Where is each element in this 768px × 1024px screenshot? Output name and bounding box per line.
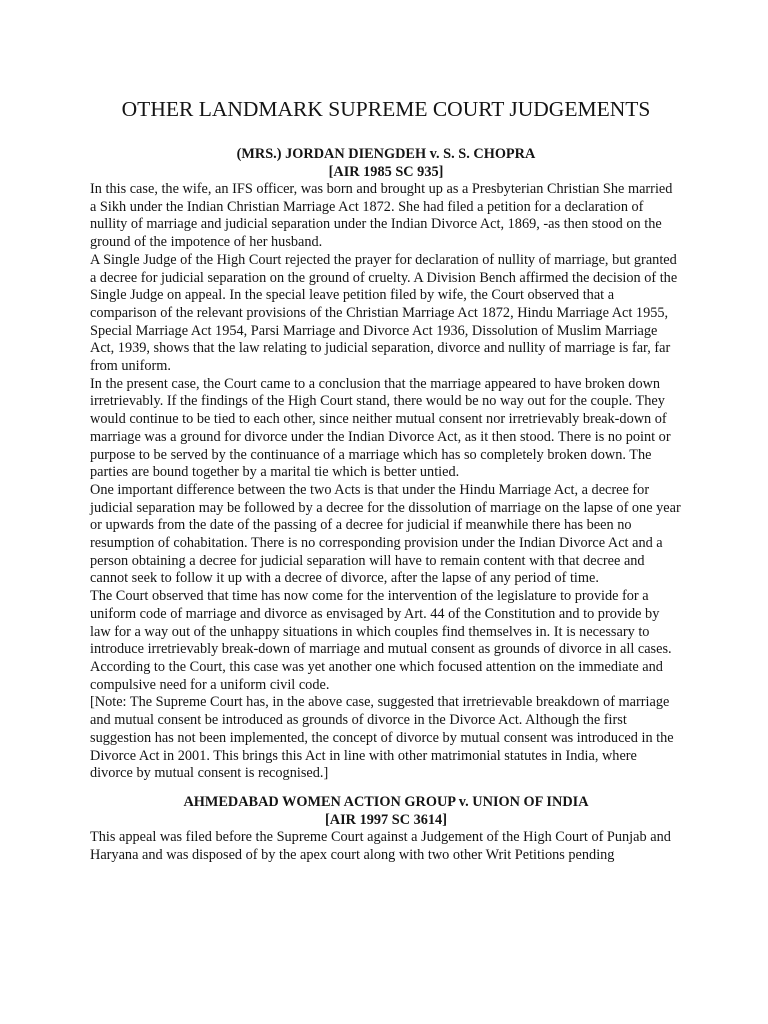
case-citation: [AIR 1985 SC 935] — [328, 164, 444, 180]
case-title: (MRS.) JORDAN DIENGDEH v. S. S. CHOPRA — [236, 146, 536, 162]
case-section-jordan-diengdeh — [90, 145, 682, 783]
case-paragraph: One important difference between the two Acts is that under the Hindu Marriage Act, a decree for judicial separation may be followed by a decree for the dissolution of marriage on the lapse of one year or upwards from the date of the passing of a decree for judicial if meanwhile there has been no resumption of cohabitation. There is no corresponding provision under the Indian Divorce Act and a person obtaining a decree for judicial separation will have to remain content with that decree and cannot seek to follow it up with a decree of divorce, after the lapse of any period of time. — [90, 481, 681, 587]
case-paragraph: The Court observed that time has now come for the intervention of the legislature to provide for a uniform code of marriage and divorce as envisaged by Art. 44 of the Constitution and to provide by law for a way out of the unhappy situations in which couples find themselves in. It is necessary to introduce irretrievably break-down of marriage and mutual consent as grounds of divorce in all cases. — [90, 588, 672, 658]
case-citation: [AIR 1997 SC 3614] — [325, 811, 447, 828]
case-note: [Note: The Supreme Court has, in the above case, suggested that irretrievable breakdown of marriage and mutual consent be introduced as grounds of divorce in the Divorce Act. Although the first suggestion has not been implemented, the concept of divorce by mutual consent was introduced in the Divorce Act in 2001. This brings this Act in line with other matrimonial statutes in India, where divorce by mutual consent is recognised.] — [90, 694, 674, 782]
case-title: AHMEDABAD WOMEN ACTION GROUP v. UNION OF INDIA — [183, 793, 589, 810]
case-paragraph: A Single Judge of the High Court rejected the prayer for declaration of nullity of marriage, but granted a decree for judicial separation on the ground of cruelty. A Division Bench affirmed the decision of the Single Judge on appeal. In the special leave petition filed by wife, the Court observed that a comparison of the relevant provisions of the Christian Marriage Act 1872, Hindu Marriage Act 1955, Special Marriage Act 1954, Parsi Marriage and Divorce Act 1936, Dissolution of Muslim Marriage Act, 1939, shows that the law relating to judicial separation, divorce and nullity of marriage is far, far from uniform. — [90, 251, 678, 375]
case-paragraph: In this case, the wife, an IFS officer, was born and brought up as a Presbyterian Christian She married a Sikh under the Indian Christian Marriage Act 1872. She had filed a petition for a declaration of nullity of marriage and judicial separation under the Indian Divorce Act, 1869, -as then stood on the ground of the impotence of her husband. — [90, 181, 673, 251]
case-paragraph: This appeal was filed before the Supreme Court against a Judgement of the High Court of Punjab and Haryana and was disposed of by the apex court along with two other Writ Petitions pending — [90, 828, 671, 863]
document-title: OTHER LANDMARK SUPREME COURT JUDGEMENTS — [121, 97, 651, 121]
case-section-ahmedabad-women-action-group — [90, 793, 682, 864]
case-paragraph: In the present case, the Court came to a conclusion that the marriage appeared to have broken down irretrievably. If the findings of the High Court stand, there would be no way out for the couple. They would continue to be tied to each other, since neither mutual consent nor irretrievably break-down of marriage was a ground for divorce under the Indian Divorce Act, as it then stood. There is no point or purpose to be served by the continuance of a marriage which has so completely broken down. The parties are bound together by a marital tie which is better untied. — [90, 375, 671, 481]
case-paragraph: According to the Court, this case was yet another one which focused attention on the immediate and compulsive need for a uniform civil code. — [90, 658, 663, 693]
